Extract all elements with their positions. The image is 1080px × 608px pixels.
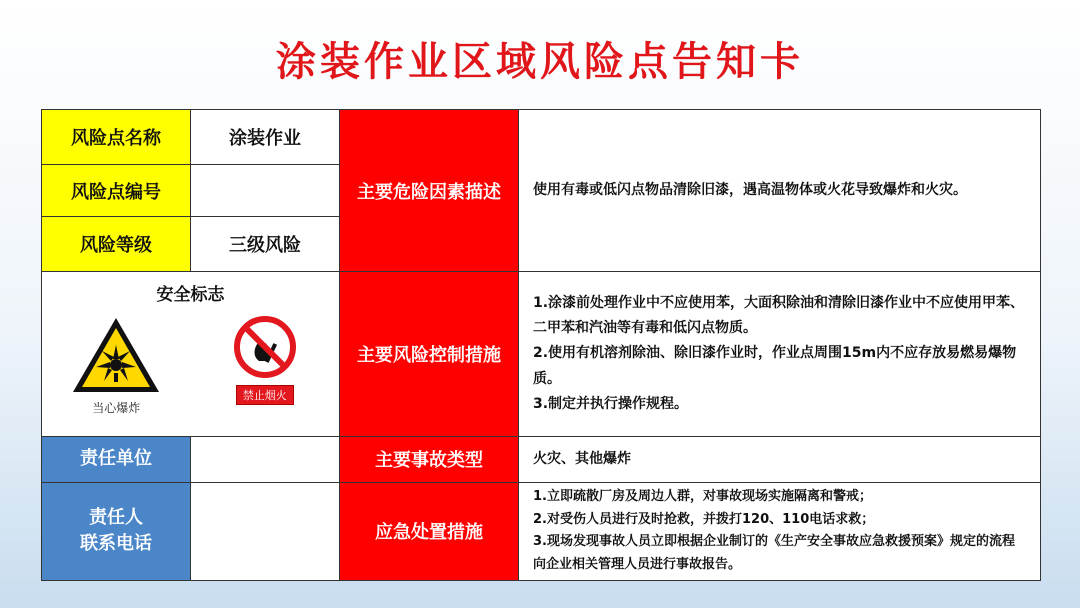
control-measure-item: 3.制定并执行操作规程。 xyxy=(533,395,689,412)
no-fire-sign xyxy=(210,315,320,416)
risk-level-value: 三级风险 xyxy=(191,217,340,272)
risk-no-label: 风险点编号 xyxy=(42,165,191,217)
control-measure-item: 2.使用有机溶剂除油、除旧漆作业时，作业点周围15m内不应存放易燃易爆物质。 xyxy=(533,345,1017,387)
explosion-warning-icon xyxy=(70,315,162,395)
hazard-desc-label: 主要危险因素描述 xyxy=(340,110,519,272)
page-title: 涂装作业区域风险点告知卡 xyxy=(276,39,804,85)
responsible-person-label xyxy=(42,482,191,580)
accident-type-label: 主要事故类型 xyxy=(340,436,519,482)
responsible-unit-label: 责任单位 xyxy=(42,436,191,482)
risk-no-value xyxy=(191,165,340,217)
responsible-person-text: 责任人 xyxy=(89,507,143,529)
risk-name-label: 风险点名称 xyxy=(42,110,191,165)
responsible-unit-value xyxy=(191,436,340,482)
control-measures-value xyxy=(519,272,1041,436)
safety-signs-cell xyxy=(42,272,340,436)
explosion-warning-label: 当心爆炸 xyxy=(92,401,141,416)
accident-type-value: 火灾、其他爆炸 xyxy=(519,436,1041,482)
control-measures-label: 主要风险控制措施 xyxy=(340,272,519,436)
safety-signs-title: 安全标志 xyxy=(156,285,225,306)
responsible-person-value xyxy=(191,482,340,580)
risk-card-table xyxy=(41,109,1041,581)
control-measure-item: 1.涂漆前处理作业中不应使用苯，大面积除油和清除旧漆作业中不应使用甲苯、二甲苯和汽油等有毒和低闪点物质。 xyxy=(533,295,1025,337)
no-fire-icon xyxy=(233,315,297,379)
risk-level-label: 风险等级 xyxy=(42,217,191,272)
emergency-measures-value xyxy=(519,482,1041,580)
no-fire-label: 禁止烟火 xyxy=(236,385,294,405)
risk-name-value: 涂装作业 xyxy=(191,110,340,165)
emergency-measure-item: 3.现场发现事故人员立即根据企业制订的《生产安全事故应急救援预案》规定的流程向企业相关管理人员进行事故报告。 xyxy=(533,534,1015,573)
emergency-measure-item: 2.对受伤人员进行及时抢救，并拨打120、110电话求救； xyxy=(533,511,875,527)
emergency-measure-item: 1.立即疏散厂房及周边人群，对事故现场实施隔离和警戒； xyxy=(533,488,872,504)
emergency-measures-label: 应急处置措施 xyxy=(340,482,519,580)
explosion-warning-sign xyxy=(61,315,171,416)
contact-phone-text: 联系电话 xyxy=(80,533,152,555)
hazard-desc-value: 使用有毒或低闪点物品清除旧漆，遇高温物体或火花导致爆炸和火灾。 xyxy=(519,110,1041,272)
